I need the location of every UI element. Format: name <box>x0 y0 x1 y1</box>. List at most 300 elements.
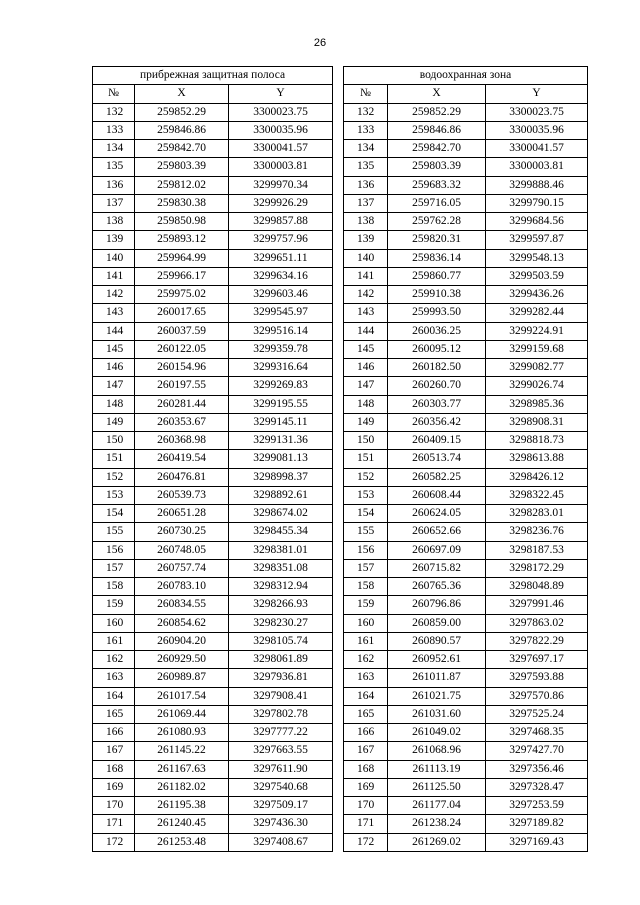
y-coordinate-cell: 3299359.78 <box>229 340 333 358</box>
point-number-cell: 147 <box>93 377 135 395</box>
x-coordinate-cell: 260017.65 <box>135 304 229 322</box>
table-row <box>344 486 588 504</box>
x-coordinate-cell: 259846.86 <box>388 121 486 139</box>
x-coordinate-cell: 261031.60 <box>388 705 486 723</box>
y-coordinate-cell: 3298351.08 <box>229 559 333 577</box>
table-row <box>93 687 333 705</box>
x-coordinate-cell: 260904.20 <box>135 632 229 650</box>
point-number-cell: 150 <box>93 432 135 450</box>
y-coordinate-cell: 3299269.83 <box>229 377 333 395</box>
y-coordinate-cell: 3297356.46 <box>486 760 588 778</box>
point-number-cell: 171 <box>344 815 388 833</box>
point-number-cell: 137 <box>344 194 388 212</box>
table-row <box>93 724 333 742</box>
y-coordinate-cell: 3297509.17 <box>229 797 333 815</box>
y-coordinate-cell: 3299081.13 <box>229 450 333 468</box>
x-coordinate-cell: 259852.29 <box>388 103 486 121</box>
x-coordinate-cell: 261269.02 <box>388 833 486 851</box>
x-coordinate-cell: 260765.36 <box>388 578 486 596</box>
x-coordinate-cell: 259893.12 <box>135 231 229 249</box>
table-row <box>93 322 333 340</box>
y-coordinate-cell: 3297436.30 <box>229 815 333 833</box>
y-coordinate-cell: 3297822.29 <box>486 632 588 650</box>
table-row <box>344 395 588 413</box>
column-header-number: № <box>344 85 388 103</box>
y-coordinate-cell: 3299145.11 <box>229 413 333 431</box>
table-row <box>93 359 333 377</box>
point-number-cell: 167 <box>344 742 388 760</box>
point-number-cell: 144 <box>344 322 388 340</box>
point-number-cell: 133 <box>344 121 388 139</box>
table-row <box>344 797 588 815</box>
y-coordinate-cell: 3299316.64 <box>229 359 333 377</box>
y-coordinate-cell: 3299282.44 <box>486 304 588 322</box>
table-row <box>344 614 588 632</box>
table-title: прибрежная защитная полоса <box>93 67 333 85</box>
point-number-cell: 149 <box>93 413 135 431</box>
table-row <box>344 432 588 450</box>
table-row <box>344 778 588 796</box>
point-number-cell: 136 <box>93 176 135 194</box>
table-row <box>93 486 333 504</box>
x-coordinate-cell: 260890.57 <box>388 632 486 650</box>
y-coordinate-cell: 3299684.56 <box>486 213 588 231</box>
y-coordinate-cell: 3297697.17 <box>486 651 588 669</box>
y-coordinate-cell: 3297936.81 <box>229 669 333 687</box>
y-coordinate-cell: 3299436.26 <box>486 286 588 304</box>
point-number-cell: 140 <box>93 249 135 267</box>
point-number-cell: 157 <box>344 559 388 577</box>
table-row <box>344 760 588 778</box>
point-number-cell: 171 <box>93 815 135 833</box>
x-coordinate-cell: 259966.17 <box>135 267 229 285</box>
y-coordinate-cell: 3299516.14 <box>229 322 333 340</box>
y-coordinate-cell: 3299082.77 <box>486 359 588 377</box>
y-coordinate-cell: 3297427.70 <box>486 742 588 760</box>
y-coordinate-cell: 3300023.75 <box>229 103 333 121</box>
point-number-cell: 170 <box>344 797 388 815</box>
point-number-cell: 162 <box>344 651 388 669</box>
table-title-row <box>344 67 588 85</box>
column-header-x: X <box>388 85 486 103</box>
point-number-cell: 142 <box>93 286 135 304</box>
table-row <box>344 121 588 139</box>
table-row <box>93 468 333 486</box>
table-row <box>344 231 588 249</box>
point-number-cell: 146 <box>344 359 388 377</box>
point-number-cell: 138 <box>344 213 388 231</box>
x-coordinate-cell: 261011.87 <box>388 669 486 687</box>
point-number-cell: 158 <box>93 578 135 596</box>
y-coordinate-cell: 3298312.94 <box>229 578 333 596</box>
page-number: 26 <box>313 37 327 49</box>
y-coordinate-cell: 3297991.46 <box>486 596 588 614</box>
x-coordinate-cell: 260476.81 <box>135 468 229 486</box>
point-number-cell: 134 <box>344 140 388 158</box>
table-row <box>93 614 333 632</box>
y-coordinate-cell: 3300041.57 <box>486 140 588 158</box>
table-row <box>344 322 588 340</box>
x-coordinate-cell: 260353.67 <box>135 413 229 431</box>
table-row <box>93 176 333 194</box>
point-number-cell: 155 <box>344 523 388 541</box>
x-coordinate-cell: 260715.82 <box>388 559 486 577</box>
y-coordinate-cell: 3297863.02 <box>486 614 588 632</box>
table-row <box>93 651 333 669</box>
x-coordinate-cell: 261182.02 <box>135 778 229 796</box>
point-number-cell: 168 <box>93 760 135 778</box>
point-number-cell: 135 <box>93 158 135 176</box>
table-row <box>344 815 588 833</box>
table-row <box>344 724 588 742</box>
table-row <box>344 158 588 176</box>
point-number-cell: 156 <box>93 541 135 559</box>
y-coordinate-cell: 3299545.97 <box>229 304 333 322</box>
point-number-cell: 152 <box>93 468 135 486</box>
point-number-cell: 143 <box>344 304 388 322</box>
x-coordinate-cell: 261049.02 <box>388 724 486 742</box>
x-coordinate-cell: 259836.14 <box>388 249 486 267</box>
x-coordinate-cell: 260260.70 <box>388 377 486 395</box>
table-row <box>344 523 588 541</box>
point-number-cell: 165 <box>344 705 388 723</box>
y-coordinate-cell: 3298908.31 <box>486 413 588 431</box>
table-row <box>93 340 333 358</box>
point-number-cell: 157 <box>93 559 135 577</box>
y-coordinate-cell: 3299757.96 <box>229 231 333 249</box>
x-coordinate-cell: 260783.10 <box>135 578 229 596</box>
point-number-cell: 149 <box>344 413 388 431</box>
y-coordinate-cell: 3297802.78 <box>229 705 333 723</box>
point-number-cell: 160 <box>344 614 388 632</box>
table-row <box>93 559 333 577</box>
column-header-y: Y <box>229 85 333 103</box>
table-row <box>93 377 333 395</box>
table-row <box>344 596 588 614</box>
table-row <box>344 505 588 523</box>
x-coordinate-cell: 260652.66 <box>388 523 486 541</box>
x-coordinate-cell: 261238.24 <box>388 815 486 833</box>
water-protection-zone-table <box>343 66 588 852</box>
y-coordinate-cell: 3298322.45 <box>486 486 588 504</box>
y-coordinate-cell: 3298266.93 <box>229 596 333 614</box>
point-number-cell: 133 <box>93 121 135 139</box>
x-coordinate-cell: 259812.02 <box>135 176 229 194</box>
table-title-row <box>93 67 333 85</box>
table-title: водоохранная зона <box>344 67 588 85</box>
x-coordinate-cell: 261145.22 <box>135 742 229 760</box>
table-row <box>344 413 588 431</box>
y-coordinate-cell: 3299195.55 <box>229 395 333 413</box>
y-coordinate-cell: 3299970.34 <box>229 176 333 194</box>
y-coordinate-cell: 3298892.61 <box>229 486 333 504</box>
table-row <box>344 450 588 468</box>
y-coordinate-cell: 3298426.12 <box>486 468 588 486</box>
x-coordinate-cell: 259846.86 <box>135 121 229 139</box>
x-coordinate-cell: 260730.25 <box>135 523 229 541</box>
table-header-row <box>344 85 588 103</box>
y-coordinate-cell: 3300003.81 <box>486 158 588 176</box>
point-number-cell: 146 <box>93 359 135 377</box>
x-coordinate-cell: 260303.77 <box>388 395 486 413</box>
point-number-cell: 152 <box>344 468 388 486</box>
table-row <box>93 286 333 304</box>
y-coordinate-cell: 3298283.01 <box>486 505 588 523</box>
x-coordinate-cell: 259860.77 <box>388 267 486 285</box>
y-coordinate-cell: 3299888.46 <box>486 176 588 194</box>
table-row <box>93 705 333 723</box>
y-coordinate-cell: 3300023.75 <box>486 103 588 121</box>
x-coordinate-cell: 260122.05 <box>135 340 229 358</box>
x-coordinate-cell: 260356.42 <box>388 413 486 431</box>
column-header-y: Y <box>486 85 588 103</box>
point-number-cell: 138 <box>93 213 135 231</box>
x-coordinate-cell: 260419.54 <box>135 450 229 468</box>
point-number-cell: 164 <box>93 687 135 705</box>
y-coordinate-cell: 3298105.74 <box>229 632 333 650</box>
y-coordinate-cell: 3297189.82 <box>486 815 588 833</box>
point-number-cell: 139 <box>93 231 135 249</box>
y-coordinate-cell: 3297540.68 <box>229 778 333 796</box>
point-number-cell: 137 <box>93 194 135 212</box>
table-row <box>344 705 588 723</box>
point-number-cell: 139 <box>344 231 388 249</box>
table-row <box>344 669 588 687</box>
table-row <box>344 468 588 486</box>
y-coordinate-cell: 3299597.87 <box>486 231 588 249</box>
x-coordinate-cell: 260513.74 <box>388 450 486 468</box>
table-row <box>93 413 333 431</box>
x-coordinate-cell: 260834.55 <box>135 596 229 614</box>
point-number-cell: 161 <box>93 632 135 650</box>
column-header-number: № <box>93 85 135 103</box>
x-coordinate-cell: 259852.29 <box>135 103 229 121</box>
table-row <box>344 742 588 760</box>
y-coordinate-cell: 3297328.47 <box>486 778 588 796</box>
table-row <box>344 559 588 577</box>
x-coordinate-cell: 259803.39 <box>388 158 486 176</box>
table-row <box>93 213 333 231</box>
x-coordinate-cell: 260748.05 <box>135 541 229 559</box>
x-coordinate-cell: 261240.45 <box>135 815 229 833</box>
point-number-cell: 132 <box>93 103 135 121</box>
y-coordinate-cell: 3298236.76 <box>486 523 588 541</box>
point-number-cell: 153 <box>344 486 388 504</box>
y-coordinate-cell: 3297908.41 <box>229 687 333 705</box>
point-number-cell: 164 <box>344 687 388 705</box>
y-coordinate-cell: 3299224.91 <box>486 322 588 340</box>
y-coordinate-cell: 3297468.35 <box>486 724 588 742</box>
y-coordinate-cell: 3297663.55 <box>229 742 333 760</box>
table-row <box>344 249 588 267</box>
point-number-cell: 156 <box>344 541 388 559</box>
point-number-cell: 142 <box>344 286 388 304</box>
point-number-cell: 134 <box>93 140 135 158</box>
x-coordinate-cell: 261021.75 <box>388 687 486 705</box>
table-row <box>93 395 333 413</box>
point-number-cell: 153 <box>93 486 135 504</box>
point-number-cell: 170 <box>93 797 135 815</box>
y-coordinate-cell: 3299790.15 <box>486 194 588 212</box>
table-row <box>93 632 333 650</box>
table-row <box>93 249 333 267</box>
point-number-cell: 159 <box>93 596 135 614</box>
y-coordinate-cell: 3298674.02 <box>229 505 333 523</box>
table-header-row <box>93 85 333 103</box>
point-number-cell: 135 <box>344 158 388 176</box>
coastal-protection-strip-table <box>92 66 333 852</box>
y-coordinate-cell: 3297611.90 <box>229 760 333 778</box>
x-coordinate-cell: 260037.59 <box>135 322 229 340</box>
table-row <box>344 304 588 322</box>
y-coordinate-cell: 3299131.36 <box>229 432 333 450</box>
table-row <box>93 158 333 176</box>
column-header-x: X <box>135 85 229 103</box>
y-coordinate-cell: 3299548.13 <box>486 249 588 267</box>
point-number-cell: 166 <box>344 724 388 742</box>
y-coordinate-cell: 3298172.29 <box>486 559 588 577</box>
table-row <box>93 669 333 687</box>
point-number-cell: 160 <box>93 614 135 632</box>
x-coordinate-cell: 260197.55 <box>135 377 229 395</box>
table-row <box>93 815 333 833</box>
x-coordinate-cell: 260929.50 <box>135 651 229 669</box>
x-coordinate-cell: 260624.05 <box>388 505 486 523</box>
x-coordinate-cell: 260989.87 <box>135 669 229 687</box>
point-number-cell: 161 <box>344 632 388 650</box>
x-coordinate-cell: 260952.61 <box>388 651 486 669</box>
table-row <box>344 833 588 851</box>
y-coordinate-cell: 3298230.27 <box>229 614 333 632</box>
x-coordinate-cell: 259964.99 <box>135 249 229 267</box>
point-number-cell: 147 <box>344 377 388 395</box>
y-coordinate-cell: 3298818.73 <box>486 432 588 450</box>
y-coordinate-cell: 3298048.89 <box>486 578 588 596</box>
x-coordinate-cell: 260539.73 <box>135 486 229 504</box>
y-coordinate-cell: 3297525.24 <box>486 705 588 723</box>
y-coordinate-cell: 3298187.53 <box>486 541 588 559</box>
x-coordinate-cell: 260095.12 <box>388 340 486 358</box>
x-coordinate-cell: 260854.62 <box>135 614 229 632</box>
point-number-cell: 155 <box>93 523 135 541</box>
table-row <box>344 140 588 158</box>
point-number-cell: 166 <box>93 724 135 742</box>
point-number-cell: 169 <box>93 778 135 796</box>
x-coordinate-cell: 260281.44 <box>135 395 229 413</box>
y-coordinate-cell: 3297777.22 <box>229 724 333 742</box>
y-coordinate-cell: 3299651.11 <box>229 249 333 267</box>
point-number-cell: 148 <box>344 395 388 413</box>
x-coordinate-cell: 259842.70 <box>135 140 229 158</box>
point-number-cell: 172 <box>93 833 135 851</box>
point-number-cell: 172 <box>344 833 388 851</box>
point-number-cell: 132 <box>344 103 388 121</box>
point-number-cell: 141 <box>93 267 135 285</box>
table-row <box>93 140 333 158</box>
table-row <box>344 176 588 194</box>
table-row <box>93 523 333 541</box>
x-coordinate-cell: 260154.96 <box>135 359 229 377</box>
point-number-cell: 145 <box>344 340 388 358</box>
x-coordinate-cell: 260368.98 <box>135 432 229 450</box>
x-coordinate-cell: 259716.05 <box>388 194 486 212</box>
table-row <box>344 359 588 377</box>
table-row <box>93 578 333 596</box>
point-number-cell: 141 <box>344 267 388 285</box>
table-row <box>93 231 333 249</box>
table-row <box>344 267 588 285</box>
y-coordinate-cell: 3297169.43 <box>486 833 588 851</box>
table-row <box>93 121 333 139</box>
y-coordinate-cell: 3300003.81 <box>229 158 333 176</box>
x-coordinate-cell: 260608.44 <box>388 486 486 504</box>
table-row <box>344 340 588 358</box>
x-coordinate-cell: 261068.96 <box>388 742 486 760</box>
x-coordinate-cell: 261195.38 <box>135 797 229 815</box>
table-row <box>93 797 333 815</box>
y-coordinate-cell: 3298613.88 <box>486 450 588 468</box>
point-number-cell: 151 <box>93 450 135 468</box>
x-coordinate-cell: 259993.50 <box>388 304 486 322</box>
table-row <box>344 377 588 395</box>
x-coordinate-cell: 259820.31 <box>388 231 486 249</box>
table-row <box>93 450 333 468</box>
table-row <box>344 286 588 304</box>
point-number-cell: 162 <box>93 651 135 669</box>
table-row <box>344 578 588 596</box>
x-coordinate-cell: 260582.25 <box>388 468 486 486</box>
y-coordinate-cell: 3297253.59 <box>486 797 588 815</box>
point-number-cell: 136 <box>344 176 388 194</box>
table-row <box>344 651 588 669</box>
x-coordinate-cell: 259842.70 <box>388 140 486 158</box>
y-coordinate-cell: 3299026.74 <box>486 377 588 395</box>
x-coordinate-cell: 259803.39 <box>135 158 229 176</box>
table-row <box>93 103 333 121</box>
table-row <box>93 778 333 796</box>
y-coordinate-cell: 3298061.89 <box>229 651 333 669</box>
x-coordinate-cell: 260796.86 <box>388 596 486 614</box>
table-row <box>93 267 333 285</box>
x-coordinate-cell: 261069.44 <box>135 705 229 723</box>
table-row <box>93 833 333 851</box>
x-coordinate-cell: 259850.98 <box>135 213 229 231</box>
y-coordinate-cell: 3300035.96 <box>486 121 588 139</box>
table-row <box>93 596 333 614</box>
y-coordinate-cell: 3299159.68 <box>486 340 588 358</box>
point-number-cell: 167 <box>93 742 135 760</box>
point-number-cell: 159 <box>344 596 388 614</box>
x-coordinate-cell: 259762.28 <box>388 213 486 231</box>
table-row <box>93 760 333 778</box>
table-row <box>344 194 588 212</box>
table-row <box>344 687 588 705</box>
table-row <box>344 103 588 121</box>
x-coordinate-cell: 261017.54 <box>135 687 229 705</box>
y-coordinate-cell: 3297570.86 <box>486 687 588 705</box>
y-coordinate-cell: 3298381.01 <box>229 541 333 559</box>
point-number-cell: 143 <box>93 304 135 322</box>
y-coordinate-cell: 3299634.16 <box>229 267 333 285</box>
y-coordinate-cell: 3299503.59 <box>486 267 588 285</box>
point-number-cell: 145 <box>93 340 135 358</box>
x-coordinate-cell: 261080.93 <box>135 724 229 742</box>
x-coordinate-cell: 261113.19 <box>388 760 486 778</box>
y-coordinate-cell: 3297593.88 <box>486 669 588 687</box>
point-number-cell: 140 <box>344 249 388 267</box>
y-coordinate-cell: 3300041.57 <box>229 140 333 158</box>
table-row <box>93 194 333 212</box>
